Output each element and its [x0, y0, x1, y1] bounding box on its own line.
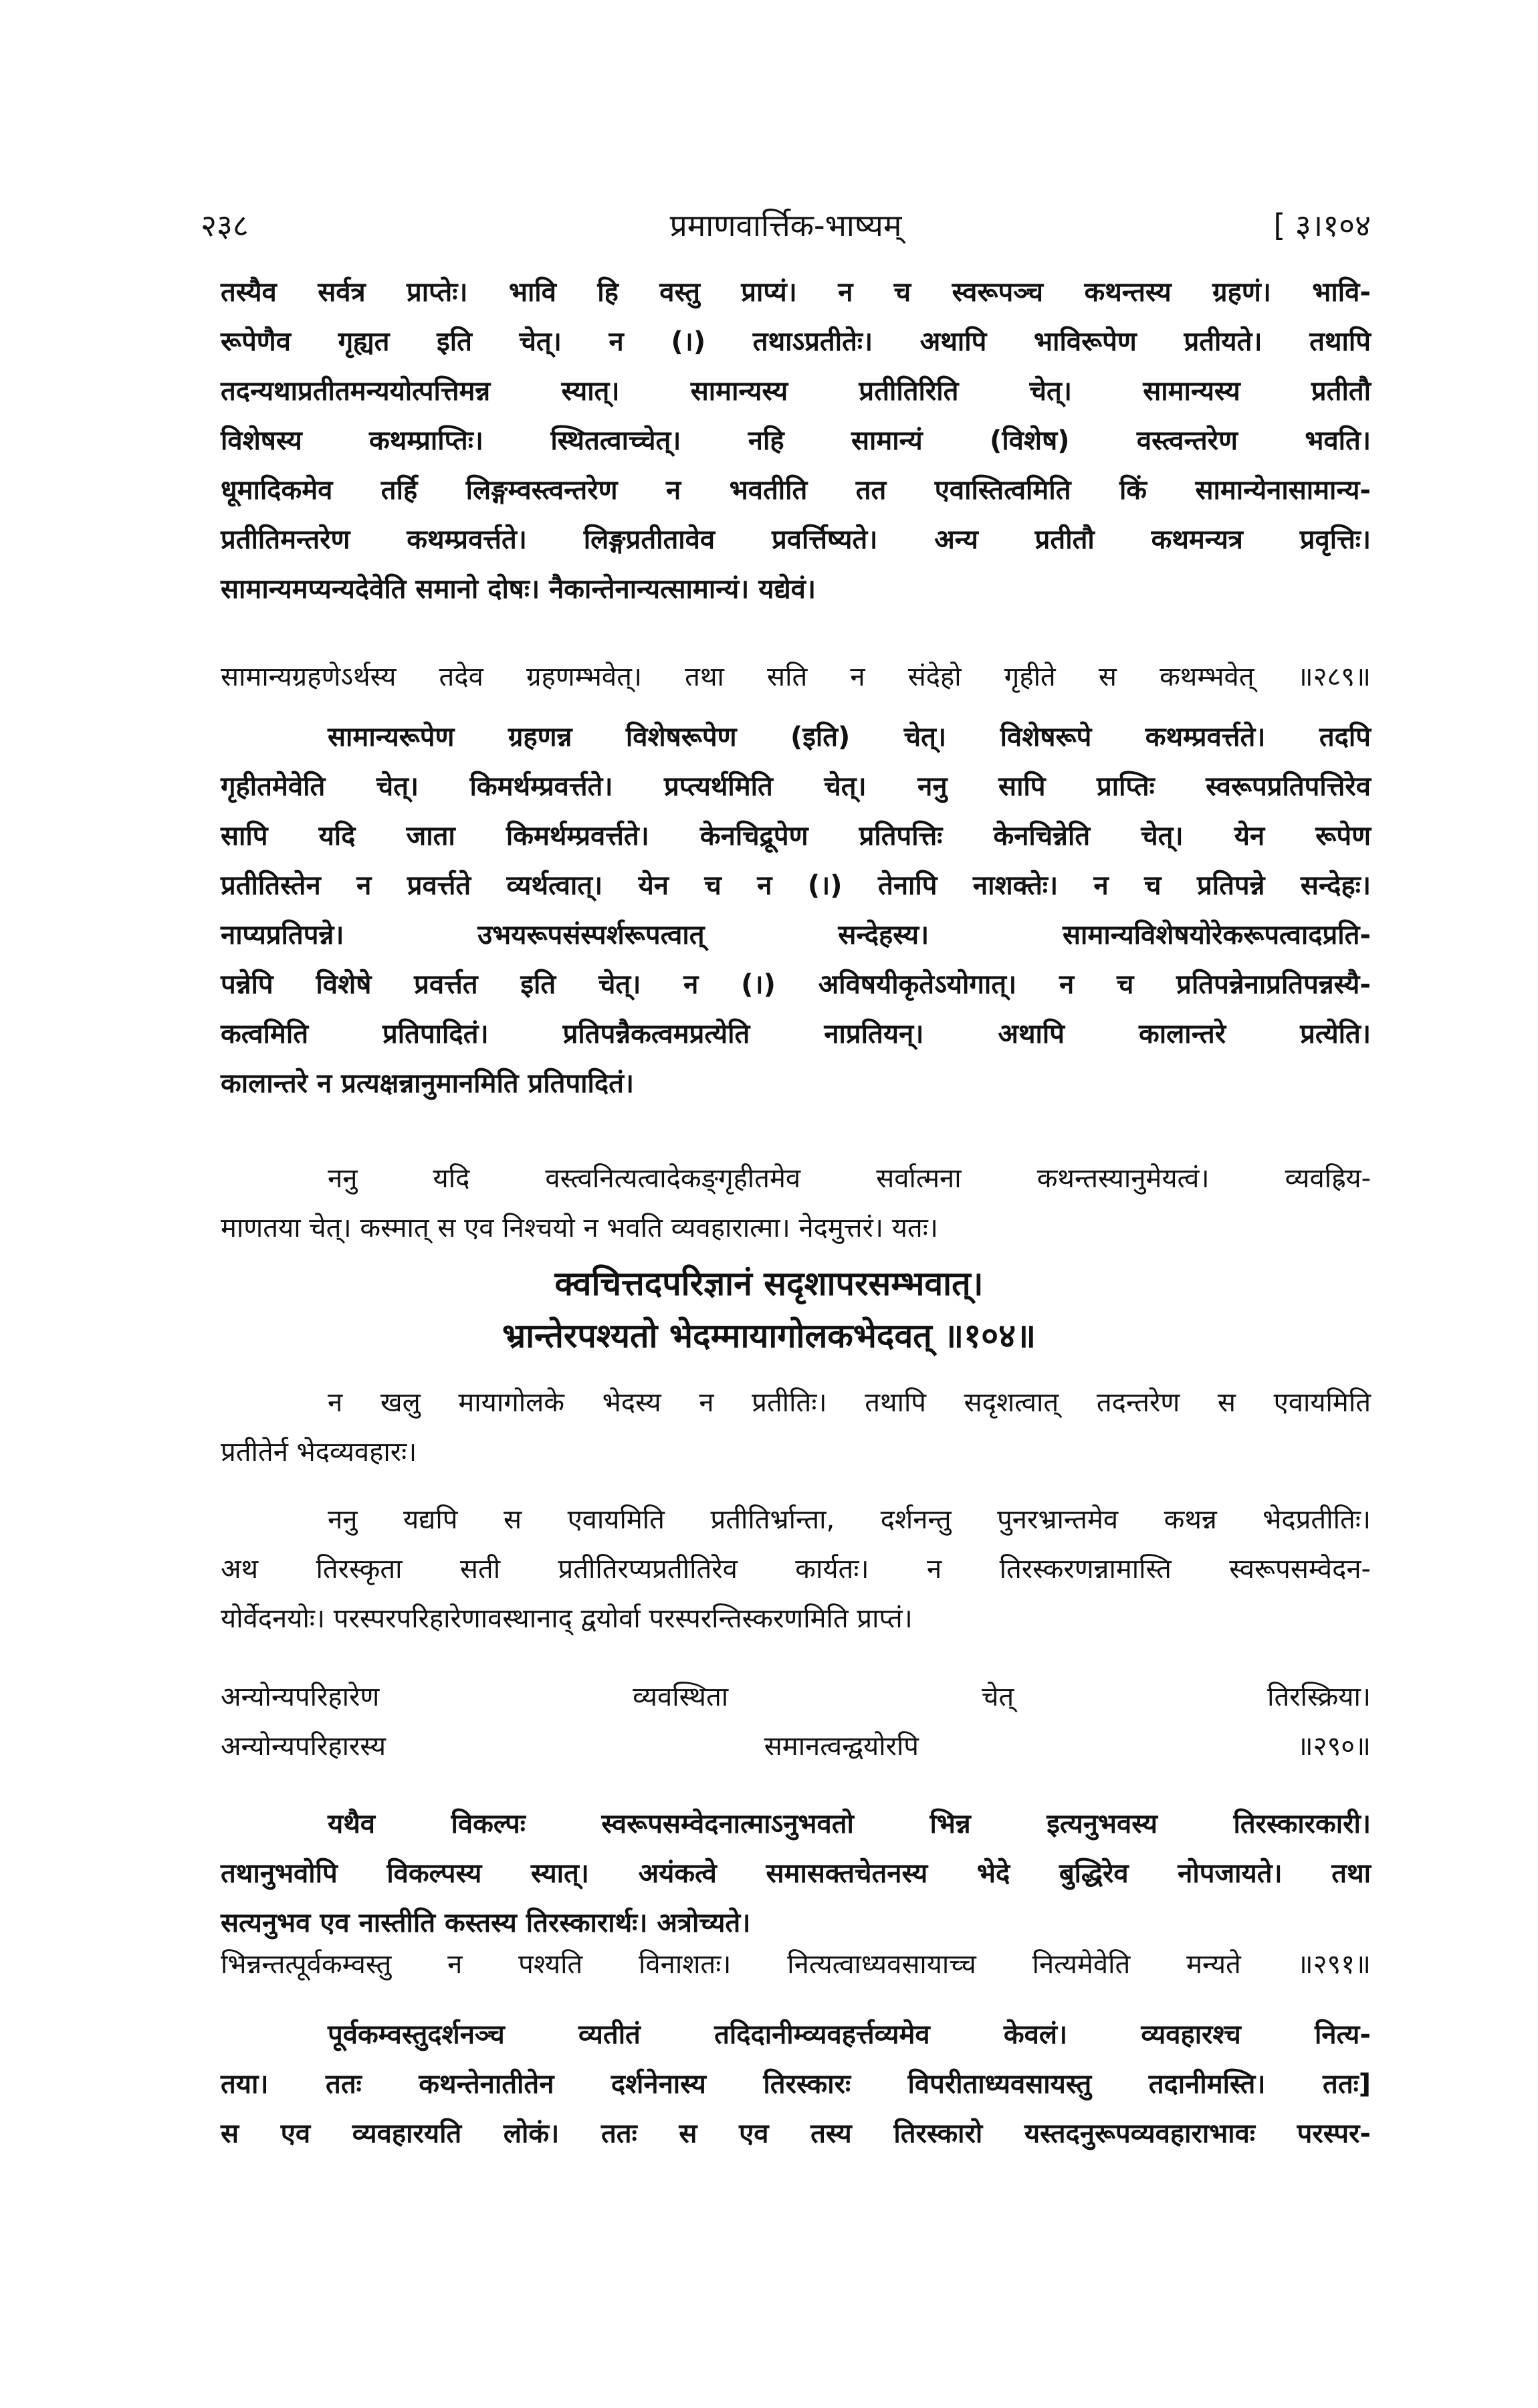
commentary-paragraph-7	[221, 2010, 1371, 2159]
verse-line: अन्योन्यपरिहारस्य समानत्वन्द्वयोरपि ॥२९०॥	[221, 1731, 1371, 1762]
verse-290	[221, 1672, 1371, 1771]
text-line: प्रतीतिमन्तरेण कथम्प्रवर्त्तते। लिङ्गप्रतीतावेव प्रवर्त्तिष्यते। अन्य प्रतीतौ कथमन्यत्र प्रवृत्तिः।	[221, 524, 1371, 555]
text-line: विशेषस्य कथम्प्राप्तिः। स्थितत्वाच्चेत्। नहि सामान्यं (विशेष) वस्त्वन्तरेण भवति।	[221, 425, 1371, 456]
commentary-paragraph-5	[221, 1495, 1371, 1643]
text-line: सामान्यरूपेण ग्रहणन्न विशेषरूपेण (इति) चेत्। विशेषरूपे कथम्प्रवर्त्तते। तदपि	[328, 722, 1371, 752]
karika-line: क्वचित्तदपरिज्ञानं सदृशापरसम्भवात्।	[554, 1264, 984, 1303]
text-line: सापि यदि जाता किमर्थम्प्रवर्त्तते। केनचिद्रूपेण प्रतिपत्तिः केनचिन्नेति चेत्। येन रूपेण	[221, 821, 1371, 851]
text-line: गृहीतमेवेति चेत्। किमर्थम्प्रवर्त्तते। प्रप्त्यर्थमिति चेत्। ननु सापि प्राप्तिः स्वरूपप्रतिपत्तिरेव	[221, 771, 1371, 802]
text-line: ननु यद्यपि स एवायमिति प्रतीतिर्भ्रान्ता, दर्शनन्तु पुनरभ्रान्तमेव कथन्न भेदप्रतीतिः।	[328, 1504, 1371, 1535]
karika-104	[0, 1258, 1538, 1362]
verse-289	[221, 652, 1371, 702]
text-line: तया। ततः कथन्तेनातीतेन दर्शनेनास्य तिरस्कारः विपरीताध्यवसायस्तु तदानीमस्ति। ततः]	[221, 2069, 1371, 2100]
commentary-paragraph-3	[221, 1154, 1371, 1253]
text-line: प्रतीतेर्न भेदव्यवहारः।	[221, 1437, 417, 1468]
commentary-paragraph-4	[221, 1378, 1371, 1477]
text-line: कालान्तरे न प्रत्यक्षन्नानुमानमिति प्रतिपादितं।	[221, 1068, 635, 1099]
text-line: माणतया चेत्। कस्मात् स एव निश्चयो न भवति व्यवहारात्मा। नेदमुत्तरं। यतः।	[221, 1213, 938, 1243]
text-line: धूमादिकमेव तर्हि लिङ्गम्वस्त्वन्तरेण न भवतीति तत एवास्तित्वमिति किं सामान्येनासामान्य-	[221, 475, 1371, 506]
text-line: तथानुभवोपि विकल्पस्य स्यात्। अयंकत्वे समासक्तचेतनस्य भेदे बुद्धिरेव नोपजायते। तथा	[221, 1858, 1371, 1889]
text-line: सत्यनुभव एव नास्तीति कस्तस्य तिरस्कारार्थः। अत्रोच्यते।	[221, 1908, 751, 1938]
karika-line: भ्रान्तेरपश्यतो भेदम्मायागोलकभेदवत् ॥१०४॥	[502, 1316, 1036, 1355]
verse-line: सामान्यग्रहणेऽर्थस्य तदेव ग्रहणम्भवेत्। तथा सति न संदेहो गृहीते स कथम्भवेत् ॥२८९॥	[221, 662, 1371, 692]
text-line: कत्वमिति प्रतिपादितं। प्रतिपन्नैकत्वमप्रत्येति नाप्रतियन्। अथापि कालान्तरे प्रत्येति।	[221, 1019, 1371, 1049]
verse-line: भिन्नन्तत्पूर्वकम्वस्तु न पश्यति विनाशतः। नित्यत्वाध्यवसायाच्च नित्यमेवेति मन्यते ॥२९१॥	[221, 1949, 1371, 1980]
text-line: तदन्यथाप्रतीतमन्ययोत्पत्तिमन्न स्यात्। सामान्यस्य प्रतीतिरिति चेत्। सामान्यस्य प्रतीतौ	[221, 376, 1371, 407]
page-number: २३८	[201, 207, 249, 243]
commentary-paragraph-1	[221, 268, 1371, 614]
text-line: पन्नेपि विशेषे प्रवर्त्तत इति चेत्। न (।) अविषयीकृतेऽयोगात्। न च प्रतिपन्नेनाप्रतिपन्नस्यै-	[221, 969, 1371, 1000]
running-title: प्रमाणवार्त्तिक-भाष्यम्	[669, 207, 902, 243]
text-line: रूपेणैव गृह्यत इति चेत्। न (।) तथाऽप्रतीतेः। अथापि भाविरूपेण प्रतीयते। तथापि	[221, 326, 1371, 357]
commentary-paragraph-6	[221, 1799, 1371, 1948]
section-reference: [ ३।१०४	[1273, 207, 1371, 243]
text-line: यथैव विकल्पः स्वरूपसम्वेदनात्माऽनुभवतो भिन्न इत्यनुभवस्य तिरस्कारकारी।	[328, 1809, 1371, 1839]
text-line: अथ तिरस्कृता सती प्रतीतिरप्यप्रतीतिरेव कार्यतः। न तिरस्करणन्नामास्ति स्वरूपसम्वेदन-	[221, 1554, 1371, 1585]
text-line: प्रतीतिस्तेन न प्रवर्त्तते व्यर्थत्वात्। येन च न (।) तेनापि नाशक्तेः। न च प्रतिपन्ने सन्देहः।	[221, 870, 1371, 901]
text-line: न खलु मायागोलके भेदस्य न प्रतीतिः। तथापि सदृशत्वात् तदन्तरेण स एवायमिति	[328, 1387, 1371, 1418]
text-line: ननु यदि वस्त्वनित्यत्वादेकङ्गृहीतमेव सर्वात्मना कथन्तस्यानुमेयत्वं। व्यवह्रिय-	[328, 1163, 1371, 1194]
text-line: योर्वेदनयोः। परस्परपरिहारेणावस्थानाद् द्वयोर्वा परस्परन्तिस्करणमिति प्राप्तं।	[221, 1603, 913, 1634]
text-line: तस्यैव सर्वत्र प्राप्तेः। भावि हि वस्तु प्राप्यं। न च स्वरूपञ्च कथन्तस्य ग्रहणं। भावि-	[221, 277, 1371, 308]
text-line: पूर्वकम्वस्तुदर्शनञ्च व्यतीतं तदिदानीम्व्यवहर्त्तव्यमेव केवलं। व्यवहारश्च नित्य-	[328, 2019, 1371, 2050]
commentary-paragraph-2	[221, 712, 1371, 1108]
text-line: सामान्यमप्यन्यदेवेति समानो दोषः। नैकान्तेनान्यत्सामान्यं। यद्येवं।	[221, 574, 816, 605]
verse-line: अन्योन्यपरिहारेण व्यवस्थिता चेत् तिरस्क्रिया।	[221, 1682, 1371, 1712]
verse-291	[221, 1940, 1371, 1989]
page-header	[201, 195, 1371, 256]
text-line: नाप्यप्रतिपन्ने। उभयरूपसंस्पर्शरूपत्वात् सन्देहस्य। सामान्यविशेषयोरेकरूपत्वादप्रति-	[221, 920, 1371, 950]
text-line: स एव व्यवहारयति लोकं। ततः स एव तस्य तिरस्कारो यस्तदनुरूपव्यवहाराभावः परस्पर-	[221, 2118, 1371, 2149]
